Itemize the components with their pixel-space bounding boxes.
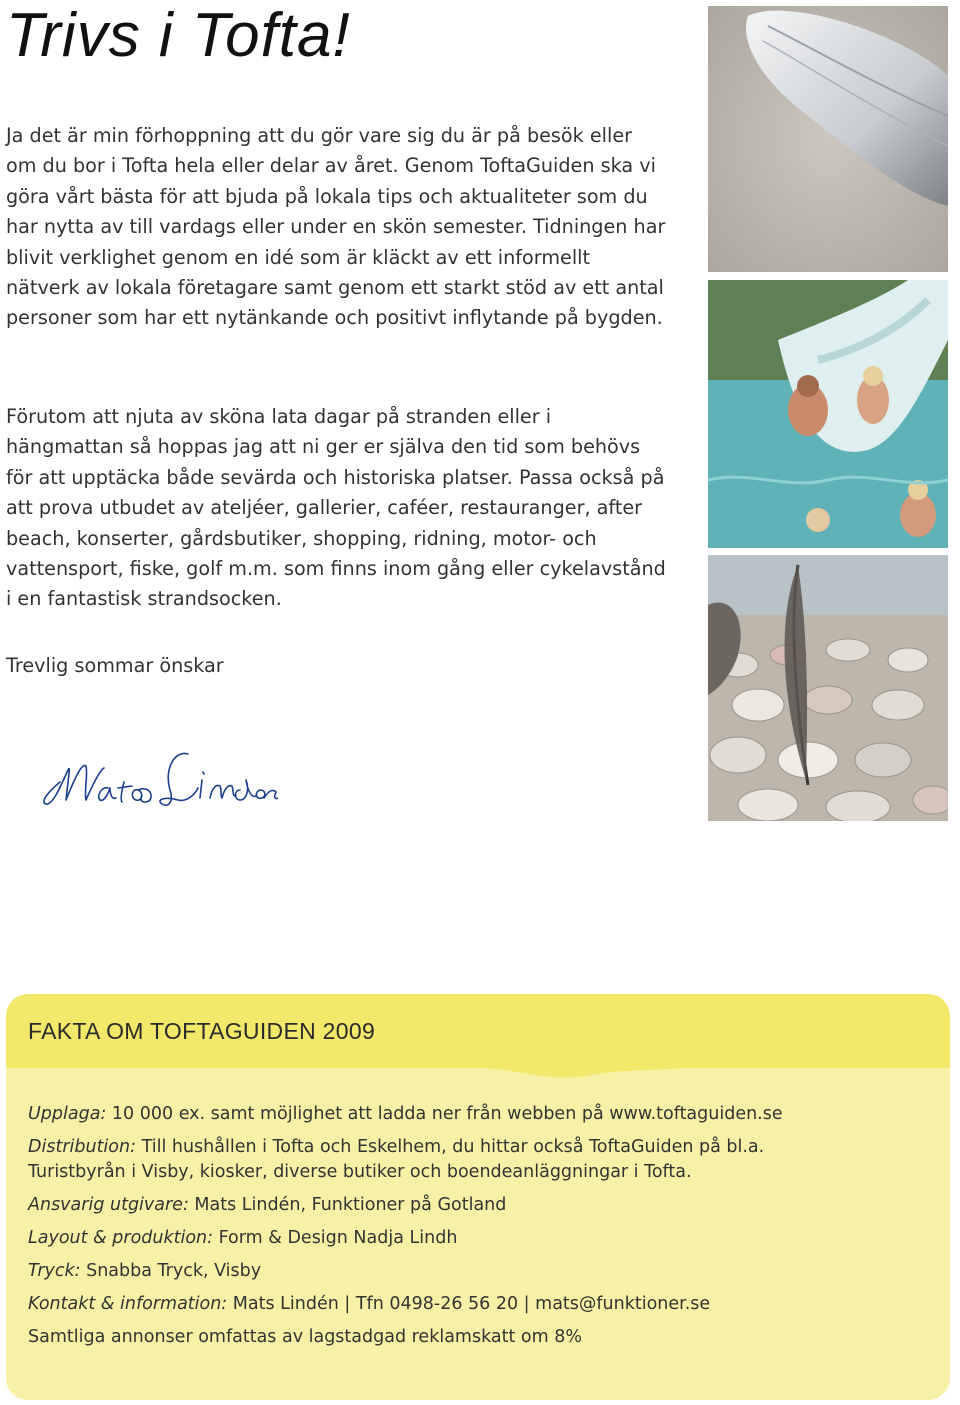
seashell-photo: [708, 6, 948, 272]
fact-value: 10 000 ex. samt möjlighet att ladda ner från webben på www.toftaguiden.se: [106, 1104, 783, 1124]
fact-value: Mats Lindén, Funktioner på Gotland: [188, 1195, 507, 1215]
fact-tryck: [28, 1259, 938, 1284]
fact-kontakt: [28, 1292, 938, 1317]
page-title: Trivs i Tofta!: [6, 1, 351, 70]
fact-label: Ansvarig utgivare:: [28, 1195, 189, 1215]
fact-label: Layout & produktion:: [28, 1228, 214, 1248]
intro-paragraph: Ja det är min förhoppning att du gör vare sig du är på besök eller om du bor i Tofta hela eller delar av året. Genom ToftaGuiden ska vi göra vårt bästa för att bjuda på lokala tips och aktualiteter som du har nytta av till vardags eller under en skön semester. Tidningen har blivit verklighet genom en idé som är kläckt av ett informellt nätverk av lokala företagare samt genom ett starkt stöd av ett antal personer som har ett nytänkande och positivt inflytande på bygden.: [6, 124, 666, 330]
fact-label: Kontakt & information:: [28, 1294, 228, 1314]
fact-value: Till hushållen i Tofta och Eskelhem, du hittar också ToftaGuiden på bl.a.: [136, 1137, 765, 1157]
facts-box: [6, 994, 950, 1400]
fact-distribution-cont: Turistbyrån i Visby, kiosker, diverse butiker och boendeanläggningar i Tofta.: [28, 1162, 692, 1182]
closing-line: Trevlig sommar önskar: [6, 654, 224, 677]
fact-utgivare: [28, 1193, 938, 1218]
fact-value: Form & Design Nadja Lindh: [213, 1228, 458, 1248]
fact-label: Tryck:: [28, 1261, 81, 1281]
fact-upplaga: [28, 1102, 938, 1127]
signature: [38, 740, 278, 810]
facts-list: [28, 1102, 938, 1358]
water-slide-photo: [708, 280, 948, 548]
fact-label: Upplaga:: [28, 1104, 107, 1124]
fact-label: Distribution:: [28, 1137, 136, 1157]
fact-value: Mats Lindén | Tfn 0498-26 56 20 | mats@funktioner.se: [227, 1294, 711, 1314]
facts-title: FAKTA OM TOFTAGUIDEN 2009: [28, 1018, 376, 1044]
fact-footer: Samtliga annonser omfattas av lagstadgad reklamskatt om 8%: [28, 1327, 583, 1347]
fact-value: Snabba Tryck, Visby: [80, 1261, 262, 1281]
fact-distribution: [28, 1135, 938, 1160]
second-paragraph: Förutom att njuta av sköna lata dagar på stranden eller i hängmattan så hoppas jag att ni ger er själva den tid som behövs för att upptäcka både sevärda och historiska platser. Passa också på att prova utbudet av ateljéer, gallerier, caféer, restauranger, after beach, konserter, gårdsbutiker, shopping, ridning, motor- och vattensport, fiske, golf m.m. som finns inom gång eller cykelavstånd i en fantastisk strandsocken.: [6, 405, 666, 611]
stones-and-feather-photo: [708, 555, 948, 821]
fact-layout: [28, 1226, 938, 1251]
